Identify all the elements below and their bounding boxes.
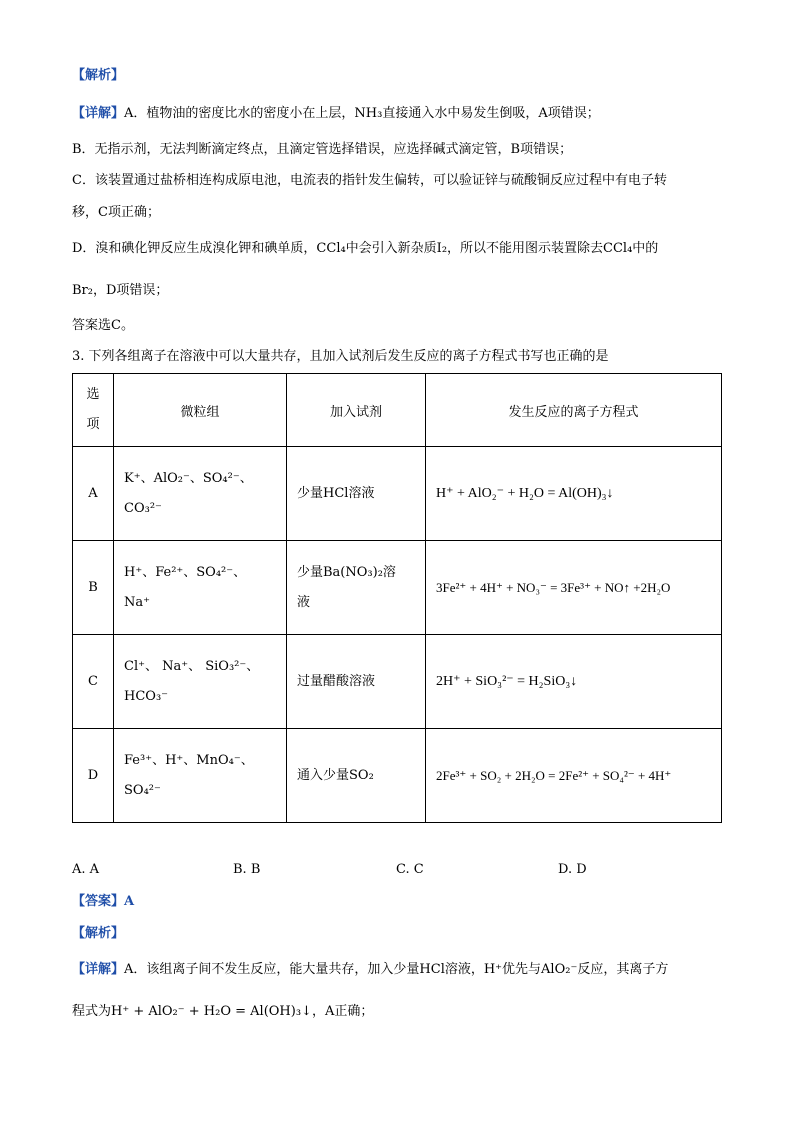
table-header: 选项: [73, 374, 114, 447]
detail-line-b: B．无指示剂，无法判断滴定终点，且滴定管选择错误，应选择碱式滴定管，B项错误；: [72, 142, 573, 157]
ionic-equation: 2H⁺ + SiO₃²⁻ = H₂SiO₃↓: [426, 635, 722, 729]
analysis-heading-2: 【解析】: [72, 926, 125, 941]
table-header: 加入试剂: [287, 374, 426, 447]
choice-b: B. B: [233, 862, 261, 877]
detail-line-c2: 移，C项正确；: [72, 205, 160, 220]
detail2-text-a1: A．该组离子间不发生反应，能大量共存，加入少量HCl溶液，H⁺优先与AlO₂⁻反应，其离子方: [124, 962, 669, 977]
option-label: A: [73, 447, 114, 541]
reagent: 过量醋酸溶液: [287, 635, 426, 729]
table-row: [73, 541, 722, 635]
table-header: 发生反应的离子方程式: [426, 374, 722, 447]
table-row: [73, 447, 722, 541]
reagent: 通入少量SO₂: [287, 729, 426, 823]
reagent: 少量Ba(NO₃)₂溶 液: [287, 541, 426, 635]
detail-line-d2: Br₂，D项错误；: [72, 283, 169, 298]
choice-d: D. D: [558, 862, 587, 877]
table-header: 微粒组: [114, 374, 287, 447]
question-stem: 3. 下列各组离子在溶液中可以大量共存，且加入试剂后发生反应的离子方程式书写也正确的是: [72, 349, 609, 364]
detail2-line-a2: 程式为H⁺ + AlO₂⁻ + H₂O = Al(OH)₃↓，A正确；: [72, 1004, 374, 1019]
detail-tag: 【详解】: [72, 106, 125, 121]
ion-group: Cl⁺、 Na⁺、 SiO₃²⁻、 HCO₃⁻: [114, 635, 287, 729]
detail-line-d1: D．溴和碘化钾反应生成溴化钾和碘单质，CCl₄中会引入新杂质I₂，所以不能用图示装置除去CCl₄中的: [72, 241, 659, 256]
detail-tag-2: 【详解】: [72, 962, 125, 977]
option-label: D: [73, 729, 114, 823]
question-table: [72, 373, 722, 823]
ion-group: H⁺、Fe²⁺、SO₄²⁻、 Na⁺: [114, 541, 287, 635]
reagent: 少量HCl溶液: [287, 447, 426, 541]
table-header-row: [73, 374, 722, 447]
ionic-equation: H⁺ + AlO₂⁻ + H₂O = Al(OH)₃↓: [426, 447, 722, 541]
ionic-equation: 2Fe³⁺ + SO₂ + 2H₂O = 2Fe²⁺ + SO₄²⁻ + 4H⁺: [426, 729, 722, 823]
answer-line: 答案选C。: [72, 318, 134, 333]
choice-c: C. C: [396, 862, 424, 877]
choice-a: A. A: [72, 862, 100, 877]
option-label: B: [73, 541, 114, 635]
detail-line-a: [72, 104, 600, 124]
analysis-heading: 【解析】: [72, 68, 125, 83]
detail-text-a: A．植物油的密度比水的密度小在上层，NH₃直接通入水中易发生倒吸，A项错误；: [124, 106, 600, 121]
table-row: [73, 635, 722, 729]
ion-group: K⁺、AlO₂⁻、SO₄²⁻、 CO₃²⁻: [114, 447, 287, 541]
ion-group: Fe³⁺、H⁺、MnO₄⁻、 SO₄²⁻: [114, 729, 287, 823]
option-label: C: [73, 635, 114, 729]
ionic-equation: 3Fe²⁺ + 4H⁺ + NO₃⁻ = 3Fe³⁺ + NO↑ +2H₂O: [426, 541, 722, 635]
detail2-line-a1: [72, 960, 668, 980]
answer-heading: 【答案】A: [72, 894, 135, 909]
detail-line-c1: C．该装置通过盐桥相连构成原电池，电流表的指针发生偏转，可以验证锌与硫酸铜反应过程中有电子转: [72, 173, 667, 188]
table-row: [73, 729, 722, 823]
